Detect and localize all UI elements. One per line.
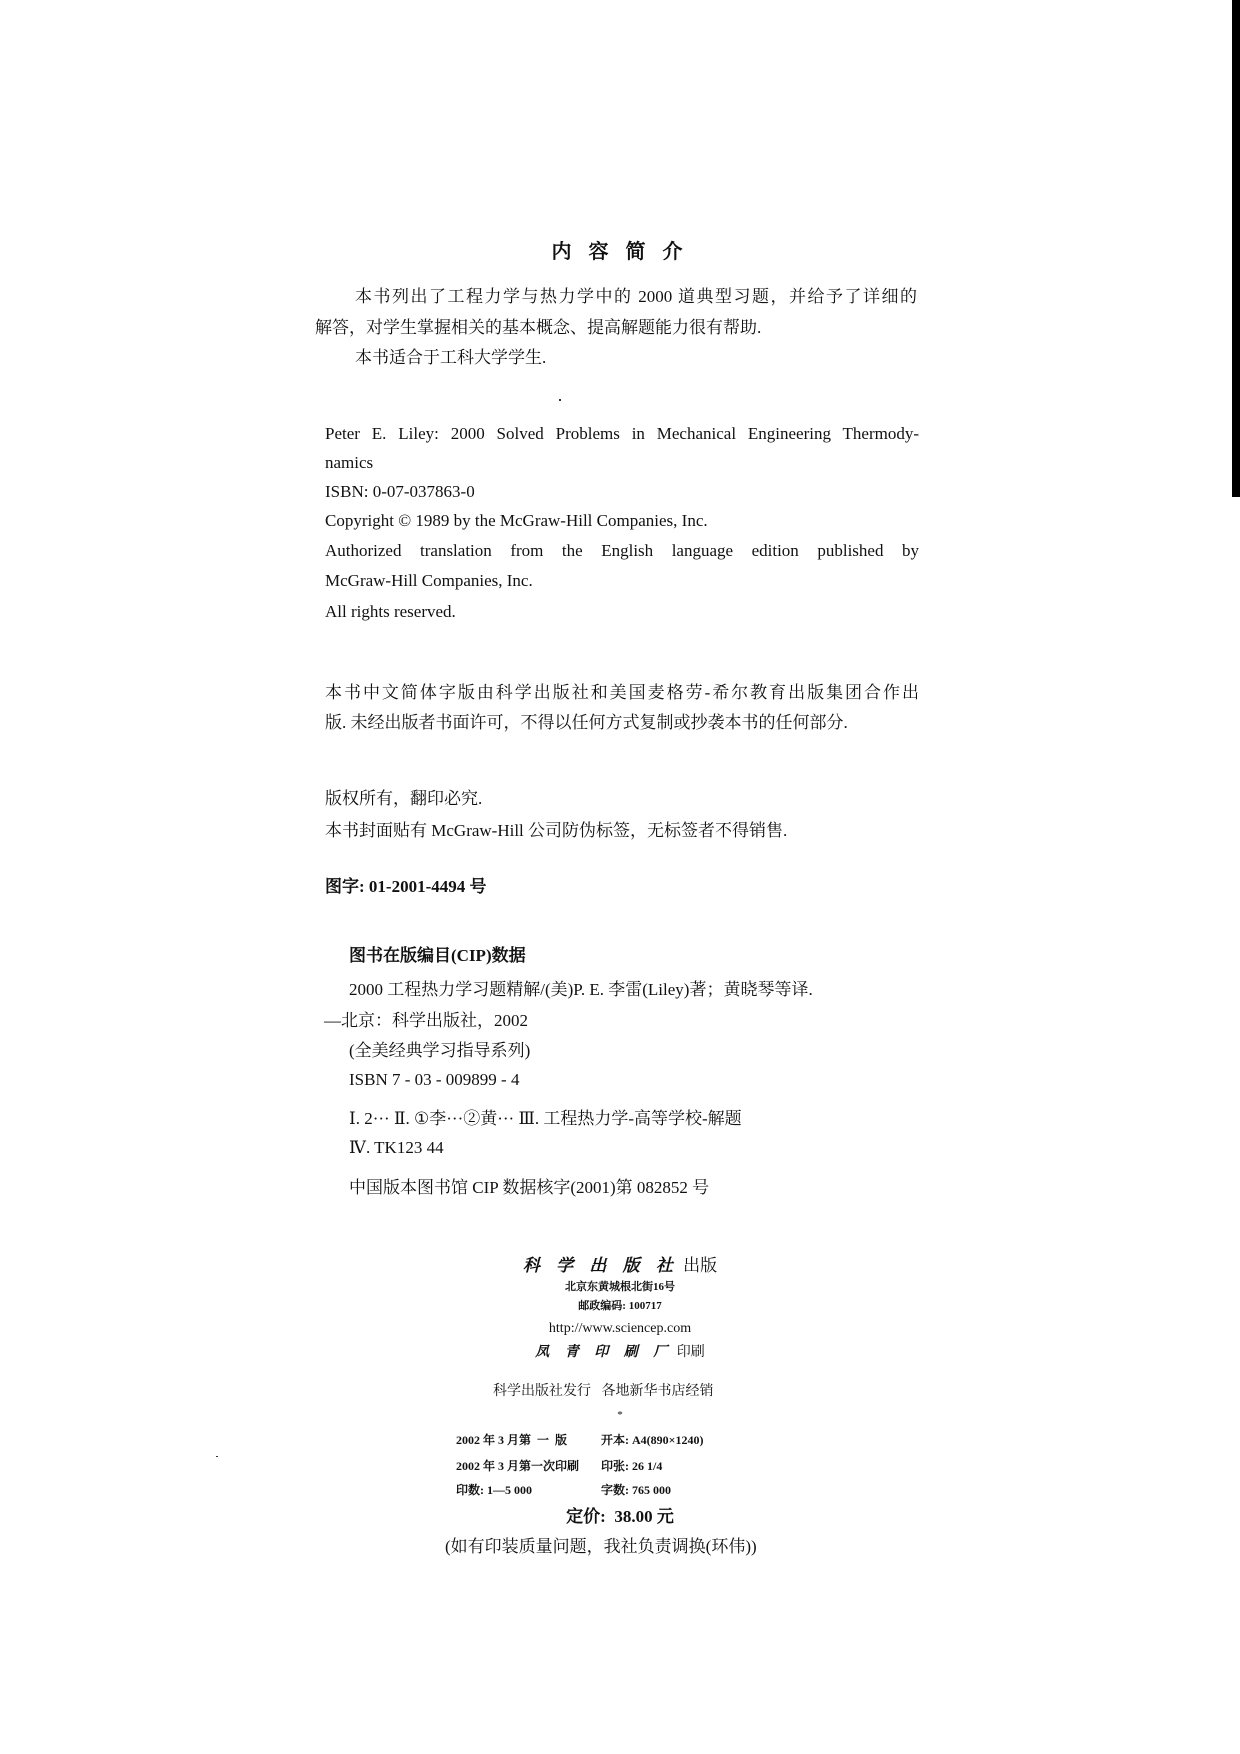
copyright-line: Copyright © 1989 by the McGraw-Hill Companies, Inc. (325, 511, 708, 530)
sheets-info: 印张: 26 1/4 (601, 1459, 663, 1473)
intro-title: 内 容 简 介 (551, 241, 689, 263)
publisher-url: http://www.sciencep.com (548, 1321, 692, 1336)
edition-info: 2002 年 3 月第 一 版 (456, 1433, 568, 1447)
scan-edge-bar (1232, 0, 1240, 497)
license-notice-line2: 版. 未经出版者书面许可，不得以任何方式复制或抄袭本书的任何部分. (325, 713, 848, 732)
authorized-line2: McGraw-Hill Companies, Inc. (325, 571, 533, 590)
word-count-info: 字数: 765 000 (601, 1483, 671, 1497)
original-title-line1: Peter E. Liley: 2000 Solved Problems in Mechanical Engineering Thermody- (325, 424, 919, 443)
cip-heading: 图书在版编目(CIP)数据 (349, 946, 526, 965)
separator-dot (559, 399, 561, 401)
rights-notice-line1: 版权所有，翻印必究. (325, 789, 483, 808)
price: 定价: 38.00 元 (566, 1507, 674, 1526)
authorized-line1: Authorized translation from the English language edition published by (325, 541, 919, 560)
format-info: 开本: A4(890×1240) (601, 1433, 704, 1447)
intro-paragraph-line1: 本书列出了工程力学与热力学中的 2000 道典型习题，并给予了详细的 (355, 287, 917, 306)
intro-paragraph2: 本书适合于工科大学学生. (355, 348, 547, 367)
cip-line3: (全美经典学习指导系列) (349, 1041, 531, 1060)
cip-line4: ISBN 7 - 03 - 009899 - 4 (349, 1070, 520, 1089)
rights-reserved: All rights reserved. (325, 602, 456, 621)
intro-paragraph-line2: 解答，对学生掌握相关的基本概念、提高解题能力很有帮助. (315, 318, 762, 337)
cip-line5: Ⅰ. 2··· Ⅱ. ①李···②黄··· Ⅲ. 工程热力学-高等学校-解题 (349, 1109, 742, 1128)
cip-line7: 中国版本图书馆 CIP 数据核字(2001)第 082852 号 (349, 1178, 710, 1197)
scan-speck (216, 1456, 218, 1457)
printer-line (535, 1344, 705, 1361)
license-notice-line1: 本书中文简体字版由科学出版社和美国麦格劳-希尔教育出版集团合作出 (325, 683, 919, 702)
printer-suffix: 印刷 (676, 1345, 705, 1360)
publisher-address: 北京东黄城根北街16号 (565, 1281, 675, 1293)
print-run-info: 印数: 1—5 000 (456, 1483, 532, 1497)
publisher-name: 科 学 出 版 社 (522, 1256, 679, 1275)
printer-name: 凤 青 印 刷 厂 (535, 1345, 674, 1360)
cip-line2: —北京：科学出版社，2002 (324, 1011, 528, 1030)
original-isbn: ISBN: 0-07-037863-0 (325, 482, 475, 501)
original-title-line2: namics (325, 453, 374, 472)
publisher-suffix: 出版 (683, 1256, 718, 1275)
printing-info: 2002 年 3 月第一次印刷 (456, 1459, 580, 1473)
cip-line1: 2000 工程热力学习题精解/(美)P. E. 李雷(Liley)著；黄晓琴等译. (349, 980, 813, 999)
publisher-postcode: 邮政编码: 100717 (578, 1300, 662, 1312)
rights-notice-line2: 本书封面贴有 McGraw-Hill 公司防伪标签，无标签者不得销售. (325, 821, 788, 840)
quality-note: (如有印装质量问题，我社负责调换(环伟)) (445, 1537, 757, 1556)
asterisk-mark: * (617, 1409, 623, 1421)
publisher-line (523, 1256, 717, 1276)
cip-line6: Ⅳ. TK123 44 (349, 1138, 444, 1157)
registration-number: 图字: 01-2001-4494 号 (325, 877, 487, 896)
distribution-line: 科学出版社发行 各地新华书店经销 (493, 1384, 714, 1399)
